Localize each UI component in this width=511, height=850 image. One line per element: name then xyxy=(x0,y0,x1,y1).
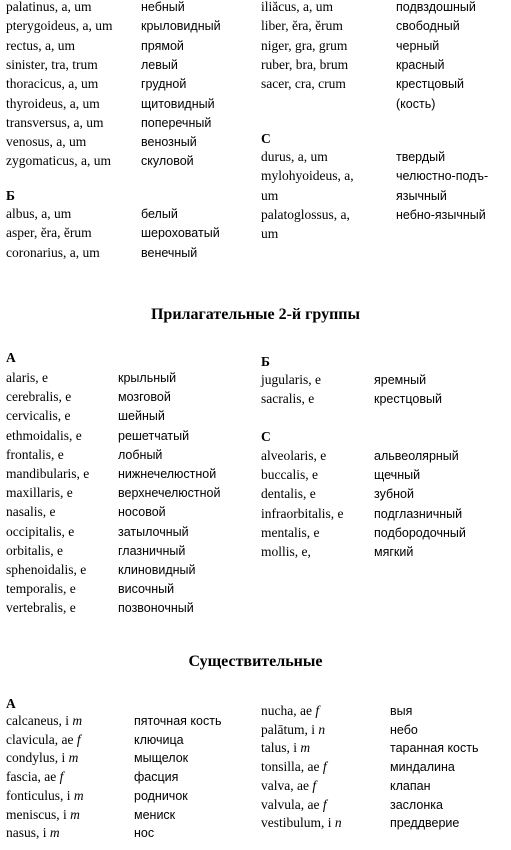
latin-term-text: fascia, ae xyxy=(6,769,60,785)
gender-mark: m xyxy=(49,825,60,841)
latin-term xyxy=(6,95,100,113)
latin-term xyxy=(6,768,63,786)
latin-term xyxy=(6,205,71,223)
russian-translation: венечный xyxy=(141,245,198,260)
russian-translation: затылочный xyxy=(118,524,189,539)
russian-translation: клиновидный xyxy=(118,563,196,577)
russian-translation: родничок xyxy=(134,788,188,803)
latin-term xyxy=(6,427,82,445)
russian-translation: мозговой xyxy=(118,390,171,405)
russian-translation: белый xyxy=(141,207,178,221)
russian-translation: подглазничный xyxy=(374,506,463,521)
gender-mark: f xyxy=(322,759,327,775)
latin-term-text: frontalis, e xyxy=(6,446,64,462)
latin-term-text: condylus, i xyxy=(6,750,69,766)
latin-term xyxy=(261,37,347,55)
latin-term-text: maxillaris, e xyxy=(6,485,73,501)
latin-term-text: albus, a, um xyxy=(6,206,72,221)
russian-translation: носовой xyxy=(118,505,166,520)
russian-translation: поперечный xyxy=(141,115,212,130)
latin-term-text: niger, gra, grum xyxy=(261,37,348,53)
latin-term-text: thoracicus, a, um xyxy=(6,76,99,92)
russian-translation: шероховатый xyxy=(141,226,220,241)
russian-translation: заслонка xyxy=(390,797,443,812)
section-letter-c: С xyxy=(261,429,271,444)
latin-term-text: buccalis, e xyxy=(261,467,318,483)
latin-term-text: talus, i xyxy=(261,740,301,756)
latin-term xyxy=(261,206,350,224)
russian-translation: левый xyxy=(141,57,178,72)
section-letter-a: А xyxy=(6,696,16,711)
latin-term-text: sacer, cra, crum xyxy=(261,76,346,92)
latin-term-text: vestibulum, i xyxy=(261,815,335,831)
latin-term-text: meniscus, i xyxy=(6,806,71,822)
latin-term xyxy=(261,225,278,243)
russian-translation: щечный xyxy=(374,468,421,483)
latin-term-text: mentalis, e xyxy=(261,524,320,540)
russian-translation: прямой xyxy=(141,38,184,53)
latin-term xyxy=(6,542,63,560)
latin-term xyxy=(261,187,278,205)
latin-term xyxy=(261,56,348,74)
russian-translation: верхнечелюстной xyxy=(118,486,221,501)
latin-term-text: dentalis, e xyxy=(261,486,316,502)
latin-term-text: palatoglossus, a, xyxy=(261,206,350,222)
latin-term xyxy=(6,523,74,541)
russian-translation: свободный xyxy=(396,19,460,34)
russian-translation: крыльный xyxy=(118,371,177,385)
latin-term xyxy=(6,731,81,749)
latin-term-text: calcaneus, i xyxy=(6,713,73,728)
russian-translation: пяточная кость xyxy=(134,714,222,728)
latin-term xyxy=(261,721,325,739)
russian-translation: крестцовый xyxy=(396,77,464,92)
latin-term xyxy=(6,0,91,16)
latin-term-text: palatinus, a, um xyxy=(6,0,92,14)
russian-translation: мыщелок xyxy=(134,751,189,766)
latin-term xyxy=(6,224,92,242)
latin-term xyxy=(261,17,343,35)
russian-translation: мениск xyxy=(134,807,176,822)
section-heading-nouns: Существительные xyxy=(188,653,323,670)
latin-term xyxy=(6,56,98,74)
latin-term-text: transversus, a, um xyxy=(6,114,104,130)
latin-term-text: ethmoidalis, e xyxy=(6,427,82,443)
latin-term xyxy=(261,75,346,93)
latin-term xyxy=(6,37,75,55)
russian-translation: яремный xyxy=(374,373,427,387)
russian-translation: миндалина xyxy=(390,760,455,775)
russian-translation: позвоночный xyxy=(118,601,194,616)
gender-mark: f xyxy=(76,731,81,747)
russian-translation: язычный xyxy=(396,188,447,203)
russian-translation: челюстно-подъ- xyxy=(396,169,489,184)
gender-mark: n xyxy=(318,721,326,737)
russian-translation: венозный xyxy=(141,135,197,150)
latin-term-text: alveolaris, e xyxy=(261,448,327,463)
latin-term xyxy=(6,580,76,598)
gender-mark: f xyxy=(322,796,327,812)
russian-translation: преддверие xyxy=(390,816,460,831)
latin-term xyxy=(261,814,342,832)
latin-term-text: um xyxy=(261,226,279,242)
russian-translation: (кость) xyxy=(396,96,436,111)
latin-term xyxy=(6,712,82,730)
russian-translation: небный xyxy=(141,0,185,14)
latin-term xyxy=(261,739,310,757)
latin-term xyxy=(261,447,326,465)
gender-mark: m xyxy=(68,750,79,766)
russian-translation: небо xyxy=(390,722,418,737)
russian-translation: зубной xyxy=(374,487,414,502)
latin-term xyxy=(261,371,321,389)
russian-translation: нос xyxy=(134,826,155,841)
latin-term-text: zygomaticus, a, um xyxy=(6,153,111,169)
latin-term xyxy=(6,806,80,824)
latin-term xyxy=(6,503,56,521)
latin-term-text: sphenoidalis, e xyxy=(6,562,87,577)
latin-term-text: mandibularis, e xyxy=(6,466,90,481)
russian-translation: подвздошный xyxy=(396,0,476,14)
russian-translation: щитовидный xyxy=(141,96,215,111)
section-letter-c: С xyxy=(261,131,271,146)
latin-term xyxy=(261,466,318,484)
russian-translation: клапан xyxy=(390,778,431,793)
russian-translation: фасция xyxy=(134,770,179,785)
russian-translation: выя xyxy=(390,704,413,718)
latin-term-text: fonticulus, i xyxy=(6,787,74,803)
latin-term-text: alaris, e xyxy=(6,370,48,385)
latin-term-text: valva, ae xyxy=(261,777,313,793)
latin-term-text: valvula, ae xyxy=(261,796,323,812)
latin-term xyxy=(261,524,319,542)
russian-translation: глазничный xyxy=(118,543,186,558)
latin-term-text: orbitalis, e xyxy=(6,542,63,558)
latin-term xyxy=(261,702,319,720)
latin-term-text: sinister, tra, trum xyxy=(6,56,98,72)
russian-translation: небно-язычный xyxy=(396,207,486,222)
latin-term-text: um xyxy=(261,187,279,203)
gender-mark: m xyxy=(73,787,84,803)
latin-term-text: vertebralis, e xyxy=(6,600,76,616)
latin-term-text: palātum, i xyxy=(261,721,319,737)
latin-term-text: iliăcus, a, um xyxy=(261,0,333,14)
latin-term xyxy=(261,148,328,166)
russian-translation: альвеолярный xyxy=(374,449,459,463)
latin-term xyxy=(6,561,86,579)
latin-term xyxy=(6,369,48,387)
latin-term-text: mylohyoideus, a, xyxy=(261,168,354,184)
latin-term xyxy=(6,133,86,151)
latin-term xyxy=(6,465,89,483)
latin-term-text: cervicalis, e xyxy=(6,408,71,424)
latin-term xyxy=(261,505,343,523)
latin-term-text: sacralis, e xyxy=(261,391,315,407)
latin-term-text: temporalis, e xyxy=(6,581,76,597)
latin-term xyxy=(6,152,111,170)
latin-term-text: nasus, i xyxy=(6,825,50,841)
russian-translation: шейный xyxy=(118,409,165,424)
latin-term-text: tonsilla, ae xyxy=(261,759,323,775)
russian-translation: нижнечелюстной xyxy=(118,467,217,481)
latin-term-text: coronarius, a, um xyxy=(6,244,100,260)
russian-translation: крестцовый xyxy=(374,392,442,407)
latin-term-text: thyroideus, a, um xyxy=(6,95,100,111)
latin-term-text: durus, a, um xyxy=(261,149,328,164)
section-letter-a: А xyxy=(6,350,16,365)
russian-translation: мягкий xyxy=(374,545,414,559)
gender-mark: f xyxy=(315,703,320,718)
latin-term xyxy=(261,777,316,795)
latin-term xyxy=(261,796,327,814)
latin-term xyxy=(6,599,76,617)
russian-translation: лобный xyxy=(118,447,163,462)
latin-term-text: jugularis, e xyxy=(261,372,321,387)
russian-translation: височный xyxy=(118,582,175,597)
latin-term-text: cerebralis, e xyxy=(6,389,72,405)
latin-term xyxy=(261,543,311,561)
latin-term-text: rectus, a, um xyxy=(6,37,75,53)
russian-translation: скуловой xyxy=(141,154,194,169)
latin-term xyxy=(6,75,98,93)
latin-term xyxy=(6,17,112,35)
latin-term xyxy=(6,484,73,502)
russian-translation: ключица xyxy=(134,732,184,747)
section-heading-adjectives-2: Прилагательные 2-й группы xyxy=(150,306,361,323)
latin-term xyxy=(6,388,71,406)
latin-term-text: occipitalis, e xyxy=(6,523,75,539)
russian-translation: решетчатый xyxy=(118,428,190,443)
latin-term xyxy=(261,485,316,503)
gender-mark: n xyxy=(334,815,342,831)
latin-term-text: mollis, e, xyxy=(261,544,311,559)
latin-term xyxy=(6,114,103,132)
section-letter-b: Б xyxy=(6,188,15,203)
gender-mark: m xyxy=(72,713,83,728)
latin-term-text: venosus, a, um xyxy=(6,134,87,150)
gender-mark: f xyxy=(312,777,317,793)
russian-translation: красный xyxy=(396,57,445,72)
latin-term-text: clavicula, ae xyxy=(6,731,77,747)
russian-translation: таранная кость xyxy=(390,741,479,756)
latin-term-text: nucha, ae xyxy=(261,703,316,718)
latin-term xyxy=(6,787,84,805)
gender-mark: f xyxy=(59,769,64,785)
gender-mark: m xyxy=(300,740,311,756)
latin-term-text: pterygoideus, a, um xyxy=(6,18,113,34)
russian-translation: грудной xyxy=(141,77,187,92)
latin-term xyxy=(6,446,64,464)
latin-term-text: nasalis, e xyxy=(6,504,56,520)
russian-translation: подбородочный xyxy=(374,525,466,540)
latin-term-text: ruber, bra, brum xyxy=(261,56,349,72)
section-letter-b: Б xyxy=(261,354,270,369)
latin-term-text: liber, ĕra, ĕrum xyxy=(261,18,343,34)
latin-term xyxy=(261,167,354,185)
latin-term xyxy=(261,0,333,16)
latin-term-text: infraorbitalis, e xyxy=(261,505,344,521)
russian-translation: черный xyxy=(396,38,440,53)
russian-translation: крыловидный xyxy=(141,19,221,34)
latin-term xyxy=(6,749,78,767)
latin-term-text: asper, ĕra, ĕrum xyxy=(6,225,92,241)
latin-term xyxy=(6,244,100,262)
latin-term xyxy=(6,824,60,842)
gender-mark: m xyxy=(70,806,80,822)
latin-term xyxy=(261,390,314,408)
latin-term xyxy=(261,758,327,776)
russian-translation: твердый xyxy=(396,150,446,164)
latin-term xyxy=(6,407,70,425)
